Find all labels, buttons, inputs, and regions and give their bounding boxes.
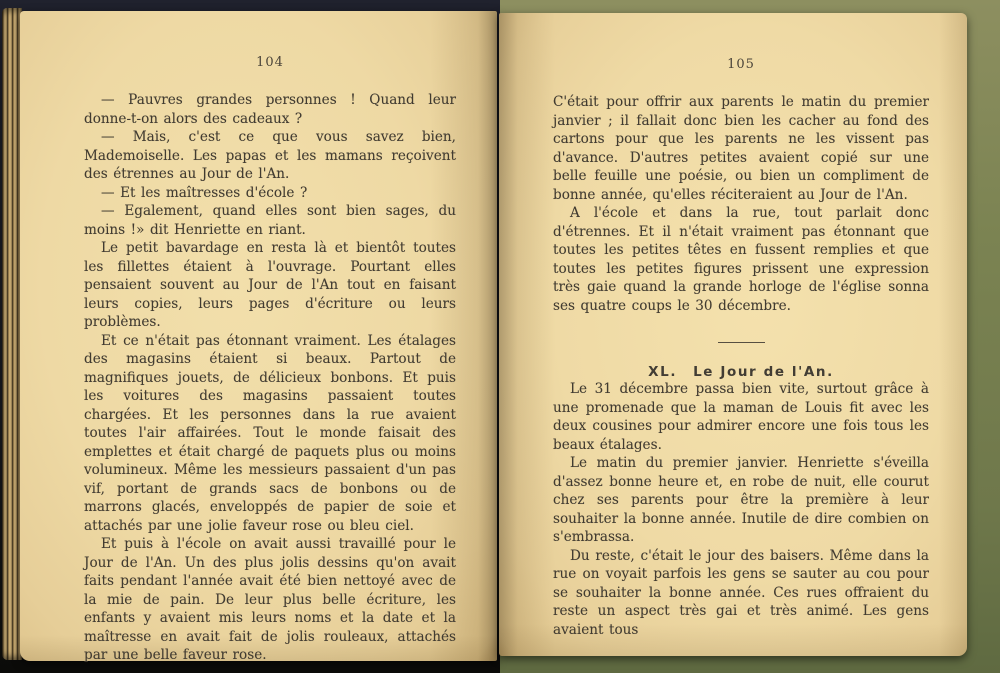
right-page-text-block xyxy=(553,93,929,639)
paragraph: C'était pour offrir aux parents le matin du premier janvier ; il fallait donc bien les cacher au fond des cartons pour que les parents ne les vissent pas d'avance. D'autres petites avaient copié sur une belle feuille une poésie, ou bien un compliment de bonne année, qu'elles réciteraient au Jour de l'An. xyxy=(553,94,929,203)
paragraph: Et puis à l'école on avait aussi travaillé pour le Jour de l'An. Un des plus jolis dessins qu'on avait faits pendant l'année avait été bien nettoyé avec de la mie de pain. De leur plus belle écriture, les enfants y avaient mis leurs noms et la date et la maîtresse en avait fait de jolis rouleaux, attachés par une belle faveur rose. xyxy=(84,536,456,663)
page-number-left: 104 xyxy=(256,55,284,70)
right-page xyxy=(499,13,967,656)
paragraph: Du reste, c'était le jour des baisers. Même dans la rue on voyait parfois les gens se sauter au cou pour se souhaiter la bonne année. Ces rues offraient du reste un aspect très gai et très animé. Les gens avaient tous xyxy=(553,547,929,638)
chapter-title: Le Jour de l'An. xyxy=(693,364,834,380)
paragraph: — Et les maîtresses d'école ? xyxy=(101,184,308,201)
paragraph: — Mais, c'est ce que vous savez bien, Mademoiselle. Les papas et les mamans reçoivent des étrennes au Jour de l'An. xyxy=(84,129,456,182)
left-page xyxy=(20,11,497,661)
paragraph: Le matin du premier janvier. Henriette s'éveilla d'assez bonne heure et, en robe de nuit, elle courut chez ses parents pour être la première à leur souhaiter la bonne année. Inutile de dire combien on s'embrassa. xyxy=(553,455,929,545)
paragraph: Le 31 décembre passa bien vite, surtout grâce à une promenade que la maman de Louis fit avec les deux cousines pour admirer encore une fois tous les beaux étalages. xyxy=(553,381,929,453)
section-divider xyxy=(718,342,765,343)
paragraph: Et ce n'était pas étonnant vraiment. Les étalages des magasins étaient si beaux. Partout de magnifiques jouets, de délicieux bonbons. Et puis les voitures des magasins passaient toutes chargées. Et les personnes dans la rue avaient toutes l'air affairées. Tout le monde faisait des emplettes et était chargé de paquets plus ou moins volumineux. Même les messieurs passaient d'un pas vif, portant de grands sacs de bonbons ou de marrons glacés, enveloppés de papier de soie et attachés par une jolie faveur rose ou bleu ciel. xyxy=(84,332,456,534)
paragraph: — Pauvres grandes personnes ! Quand leur donne-t-on alors des cadeaux ? xyxy=(84,92,456,127)
chapter-number: XL. xyxy=(648,364,678,380)
page-edge-stack xyxy=(2,8,22,660)
paragraph: Le petit bavardage en resta là et bientôt toutes les fillettes étaient à l'ouvrage. Pourtant elles pensaient souvent au Jour de l'An tout en faisant leurs copies, leurs pages d'écriture ou leurs problèmes. xyxy=(84,240,456,330)
left-page-text-block xyxy=(84,91,456,665)
chapter-heading xyxy=(553,364,929,380)
paragraph: A l'école et dans la rue, tout parlait donc d'étrennes. Et il n'était vraiment pas étonnant que toutes les petites têtes en fussent remplies et que toutes les petites figures prissent une expression très gaie quand la grande horloge de l'église sonna ses quatre coups le 30 décembre. xyxy=(553,205,929,314)
paragraph: — Egalement, quand elles sont bien sages, du moins !» dit Henriette en riant. xyxy=(84,203,456,238)
page-number-right: 105 xyxy=(727,57,755,72)
